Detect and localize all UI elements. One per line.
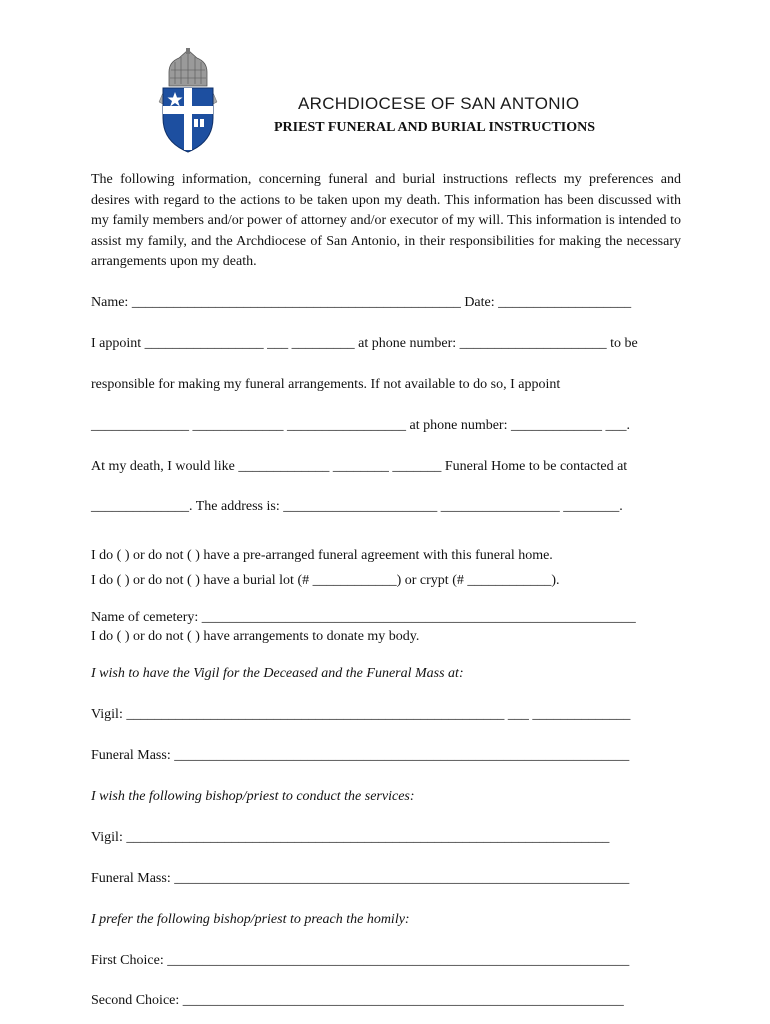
alternate-appoint-field[interactable]: ______________ _____________ _________________ at phone number: _____________ ___. (91, 418, 630, 433)
organization-title: ARCHDIOCESE OF SAN ANTONIO (298, 94, 580, 113)
prearranged-agreement-checkbox-line[interactable]: I do ( ) or do not ( ) have a pre-arranged funeral agreement with this funeral home. (91, 548, 553, 563)
funeral-home-address-field[interactable]: ______________. The address is: ______________________ _________________ ________. (91, 499, 623, 514)
first-choice-field[interactable]: First Choice: __________________________________________________________________ (91, 953, 630, 968)
funeral-home-field[interactable]: At my death, I would like _____________ ________ _______ Funeral Home to be contacted at (91, 459, 628, 474)
second-choice-field[interactable]: Second Choice: _______________________________________________________________ (91, 993, 624, 1008)
cemetery-name-field[interactable]: Name of cemetery: ______________________________________________________________ (91, 610, 636, 625)
name-date-field[interactable]: Name: _______________________________________________ Date: ___________________ (91, 295, 632, 310)
homilist-heading: I prefer the following bishop/priest to preach the homily: (91, 912, 410, 927)
archdiocese-coat-of-arms-icon (155, 48, 221, 154)
form-title: PRIEST FUNERAL AND BURIAL INSTRUCTIONS (274, 120, 596, 135)
vigil-celebrant-field[interactable]: Vigil: _____________________________________________________________________ (91, 830, 610, 845)
funeral-mass-location-field[interactable]: Funeral Mass: _________________________________________________________________ (91, 748, 630, 763)
intro-paragraph: The following information, concerning funeral and burial instructions reflects my preferences and desires with regard to the actions to be taken upon my death. This information has been discussed with my family members and/or power of attorney and/or executor of my will. This information is intended to assist my family, and the Archdiocese of San Antonio, in their responsibilities for making the necessary arrangements upon my death. (91, 172, 681, 270)
donate-body-checkbox-line[interactable]: I do ( ) or do not ( ) have arrangements to donate my body. (91, 629, 420, 644)
responsible-text: responsible for making my funeral arrangements. If not available to do so, I appoint (91, 377, 561, 392)
funeral-mass-celebrant-field[interactable]: Funeral Mass: _________________________________________________________________ (91, 871, 630, 886)
celebrant-heading: I wish the following bishop/priest to conduct the services: (91, 789, 415, 804)
vigil-mass-location-heading: I wish to have the Vigil for the Deceased and the Funeral Mass at: (91, 666, 464, 681)
burial-lot-checkbox-line[interactable]: I do ( ) or do not ( ) have a burial lot (# ____________) or crypt (# ____________). (91, 573, 560, 588)
vigil-location-field[interactable]: Vigil: ______________________________________________________ ___ ______________ (91, 707, 631, 722)
appoint-field[interactable]: I appoint _________________ ___ _________ at phone number: _____________________ to be (91, 336, 638, 351)
